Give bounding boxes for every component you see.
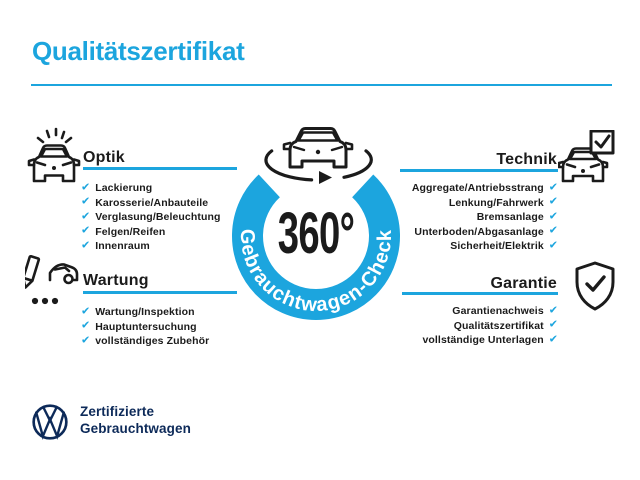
check-icon: ✔: [548, 239, 558, 252]
list-item: ✔ Karosserie/Anbauteile: [81, 195, 209, 209]
check-icon: ✔: [548, 210, 558, 223]
section-title-garantie: Garantie: [490, 275, 557, 292]
wartung-checklist: [81, 305, 209, 349]
check-icon: ✔: [81, 334, 91, 347]
check-icon: ✔: [81, 181, 91, 194]
list-item: vollständige Unterlagen ✔: [422, 333, 558, 347]
list-item: Aggregate/Antriebsstrang ✔: [411, 181, 558, 195]
list-item: Sicherheit/Elektrik ✔: [450, 239, 558, 253]
list-item: ✔ Wartung/Inspektion: [81, 305, 195, 319]
rotating-car-icon: [266, 129, 371, 185]
brand-wordmark: [80, 404, 191, 437]
check-icon: ✔: [81, 239, 91, 252]
list-item: ✔ Felgen/Reifen: [81, 224, 166, 238]
list-item: ✔ vollständiges Zubehör: [81, 334, 210, 348]
car-checkbox-icon: [558, 130, 616, 184]
list-item: Lenkung/Fahrwerk ✔: [448, 195, 558, 209]
ring-label: Gebrauchtwagen-Check: [235, 228, 397, 317]
title-divider: [31, 84, 612, 86]
check-icon: ✔: [548, 181, 558, 194]
brand-line-2: Gebrauchtwagen: [80, 420, 191, 436]
list-item: Qualitätszertifikat ✔: [453, 318, 558, 332]
vw-logo: [31, 403, 69, 441]
check-icon: ✔: [548, 304, 558, 317]
list-item: ✔ Hauptuntersuchung: [81, 319, 197, 333]
check-icon: ✔: [548, 318, 558, 331]
check-icon: ✔: [548, 195, 558, 208]
check-icon: ✔: [81, 195, 91, 208]
360-check-badge: [216, 112, 424, 330]
check-icon: ✔: [81, 319, 91, 332]
optik-checklist: [81, 181, 221, 254]
shield-check-icon: [573, 261, 617, 311]
brand-line-1: Zertifizierte: [80, 404, 155, 419]
section-rule-optik: [83, 167, 237, 170]
check-icon: ✔: [548, 224, 558, 237]
degree-label: 360°: [277, 202, 355, 266]
section-title-technik: Technik: [496, 151, 557, 168]
check-icon: ✔: [81, 210, 91, 223]
list-item: ✔ Verglasung/Beleuchtung: [81, 210, 221, 224]
section-title-optik: Optik: [83, 149, 125, 166]
section-title-wartung: Wartung: [83, 272, 149, 289]
list-item: ✔ Lackierung: [81, 181, 153, 195]
check-icon: ✔: [548, 333, 558, 346]
page-title: Qualitätszertifikat: [32, 36, 245, 66]
list-item: Unterboden/Abgasanlage ✔: [414, 224, 558, 238]
list-item: Garantienachweis ✔: [452, 304, 558, 318]
service-checklist-icon: [25, 254, 81, 310]
section-rule-garantie: [402, 292, 558, 295]
list-item: ✔ Innenraum: [81, 239, 150, 253]
list-item: Bremsanlage ✔: [476, 210, 558, 224]
check-icon: ✔: [81, 224, 91, 237]
section-rule-wartung: [83, 291, 237, 294]
shiny-car-icon: [27, 125, 81, 183]
check-icon: ✔: [81, 305, 91, 318]
